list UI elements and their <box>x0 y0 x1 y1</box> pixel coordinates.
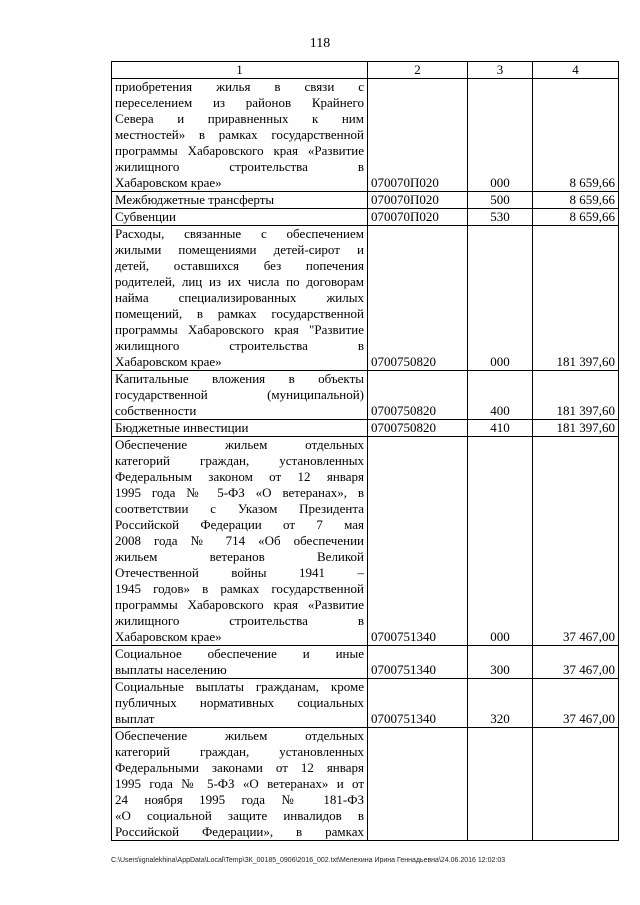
target-article-cell <box>368 728 468 841</box>
expense-name-line: жилыми помещениями детей-сирот и <box>115 242 364 257</box>
table-row <box>112 420 619 437</box>
expense-name-line: 24 ноября 1995 года № 181-ФЗ <box>115 792 364 807</box>
expense-name-line: «О социальной защите инвалидов в <box>115 808 364 823</box>
amount-cell: 37 467,00 <box>533 646 619 679</box>
table-row <box>112 192 619 209</box>
expense-name-line: 1995 года № 5-ФЗ «О ветеранах», в <box>115 485 364 500</box>
expense-name-line: Хабаровском крае» <box>115 175 222 190</box>
amount-cell: 181 397,60 <box>533 371 619 420</box>
expense-name-line: Межбюджетные трансферты <box>115 192 275 207</box>
header-cell: 2 <box>368 62 468 79</box>
amount-cell: 8 659,66 <box>533 209 619 226</box>
expense-name-cell <box>112 209 368 226</box>
amount-cell: 8 659,66 <box>533 192 619 209</box>
expense-name-cell <box>112 420 368 437</box>
target-article-cell: 0700750820 <box>368 420 468 437</box>
amount-cell: 181 397,60 <box>533 226 619 371</box>
expense-name-line: детей, оставшихся без попечения <box>115 258 364 273</box>
expense-name-line: переселением из районов Крайнего <box>115 95 364 110</box>
table-row <box>112 371 619 420</box>
expense-name-line: приобретения жилья в связи с <box>115 79 364 94</box>
expense-name-line: собственности <box>115 403 197 418</box>
amount-cell: 37 467,00 <box>533 679 619 728</box>
expense-name-line: Федеральным законом от 12 января <box>115 469 364 484</box>
expense-name-line: программы Хабаровского края «Развитие <box>115 143 364 158</box>
expense-name-line: местностей» в рамках государственной <box>115 127 364 142</box>
expense-name-line: помещений, в рамках государственной <box>115 306 364 321</box>
expense-name-line: Отечественной войны 1941 – <box>115 565 364 580</box>
expense-name-line: 1995 года № 5-ФЗ «О ветеранах» и от <box>115 776 364 791</box>
expense-name-line: Севера и приравненных к ним <box>115 111 364 126</box>
expense-name-line: жилищного строительства в <box>115 338 364 353</box>
expense-name-line: выплаты населению <box>115 662 227 677</box>
expense-name-line: Федеральными законами от 12 января <box>115 760 364 775</box>
expense-name-line: соответствии с Указом Президента <box>115 501 364 516</box>
header-cell: 3 <box>468 62 533 79</box>
expense-type-cell: 400 <box>468 371 533 420</box>
expense-name-line: Обеспечение жильем отдельных <box>115 728 364 743</box>
expense-name-cell <box>112 728 368 841</box>
amount-cell: 37 467,00 <box>533 437 619 646</box>
file-path-footer: C:\Users\ignalekhina\AppData\Local\Temp\ЗК_00185_0906\2016_002.txt\Мелехина Ирина Геннадьевна\24.06.2016 12:02:03 <box>111 857 506 864</box>
expense-name-line: Социальное обеспечение и иные <box>115 646 364 661</box>
expense-name-line: Обеспечение жильем отдельных <box>115 437 364 452</box>
expense-name-cell <box>112 192 368 209</box>
expense-type-cell: 530 <box>468 209 533 226</box>
budget-table <box>111 61 619 841</box>
expense-type-cell: 000 <box>468 79 533 192</box>
target-article-cell: 0700750820 <box>368 371 468 420</box>
expense-name-line: категорий граждан, установленных <box>115 744 364 759</box>
expense-name-line: публичных нормативных социальных <box>115 695 364 710</box>
table-row <box>112 226 619 371</box>
amount-cell: 181 397,60 <box>533 420 619 437</box>
table-row <box>112 679 619 728</box>
expense-name-line: найма специализированных жилых <box>115 290 364 305</box>
expense-type-cell: 500 <box>468 192 533 209</box>
expense-name-line: Российской Федерации», в рамках <box>115 824 364 839</box>
table-row <box>112 437 619 646</box>
target-article-cell: 070070П020 <box>368 209 468 226</box>
header-cell: 1 <box>112 62 368 79</box>
target-article-cell: 070070П020 <box>368 79 468 192</box>
expense-name-cell <box>112 371 368 420</box>
amount-cell: 8 659,66 <box>533 79 619 192</box>
expense-name-cell <box>112 646 368 679</box>
expense-type-cell <box>468 728 533 841</box>
expense-name-line: Хабаровском крае» <box>115 354 222 369</box>
page-number: 118 <box>309 36 331 51</box>
expense-name-line: Социальные выплаты гражданам, кроме <box>115 679 364 694</box>
expense-name-line: родителей, лиц из их числа по договорам <box>115 274 364 289</box>
expense-name-line: Бюджетные инвестиции <box>115 420 249 435</box>
expense-name-cell <box>112 679 368 728</box>
expense-name-line: жильем ветеранов Великой <box>115 549 364 564</box>
expense-name-line: жилищного строительства в <box>115 613 364 628</box>
table-row <box>112 728 619 841</box>
expense-name-cell <box>112 79 368 192</box>
target-article-cell: 0700751340 <box>368 646 468 679</box>
expense-name-cell <box>112 437 368 646</box>
expense-name-line: Капитальные вложения в объекты <box>115 371 364 386</box>
expense-type-cell: 320 <box>468 679 533 728</box>
table-row <box>112 209 619 226</box>
expense-type-cell: 300 <box>468 646 533 679</box>
target-article-cell: 0700751340 <box>368 437 468 646</box>
table-header-row <box>112 62 619 79</box>
expense-name-line: категорий граждан, установленных <box>115 453 364 468</box>
expense-type-cell: 000 <box>468 226 533 371</box>
expense-name-line: выплат <box>115 711 155 726</box>
table-row <box>112 646 619 679</box>
expense-name-line: государственной (муниципальной) <box>115 387 364 402</box>
expense-name-line: Российской Федерации от 7 мая <box>115 517 364 532</box>
expense-name-line: 1945 годов» в рамках государственной <box>115 581 364 596</box>
target-article-cell: 070070П020 <box>368 192 468 209</box>
expense-name-line: программы Хабаровского края "Развитие <box>115 322 364 337</box>
expense-name-line: программы Хабаровского края «Развитие <box>115 597 364 612</box>
header-cell: 4 <box>533 62 619 79</box>
expense-name-line: Расходы, связанные с обеспечением <box>115 226 364 241</box>
target-article-cell: 0700750820 <box>368 226 468 371</box>
amount-cell <box>533 728 619 841</box>
table-row <box>112 79 619 192</box>
expense-name-cell <box>112 226 368 371</box>
expense-name-line: Субвенции <box>115 209 176 224</box>
expense-name-line: Хабаровском крае» <box>115 629 222 644</box>
target-article-cell: 0700751340 <box>368 679 468 728</box>
expense-type-cell: 000 <box>468 437 533 646</box>
expense-name-line: 2008 года № 714 «Об обеспечении <box>115 533 364 548</box>
expense-type-cell: 410 <box>468 420 533 437</box>
expense-name-line: жилищного строительства в <box>115 159 364 174</box>
